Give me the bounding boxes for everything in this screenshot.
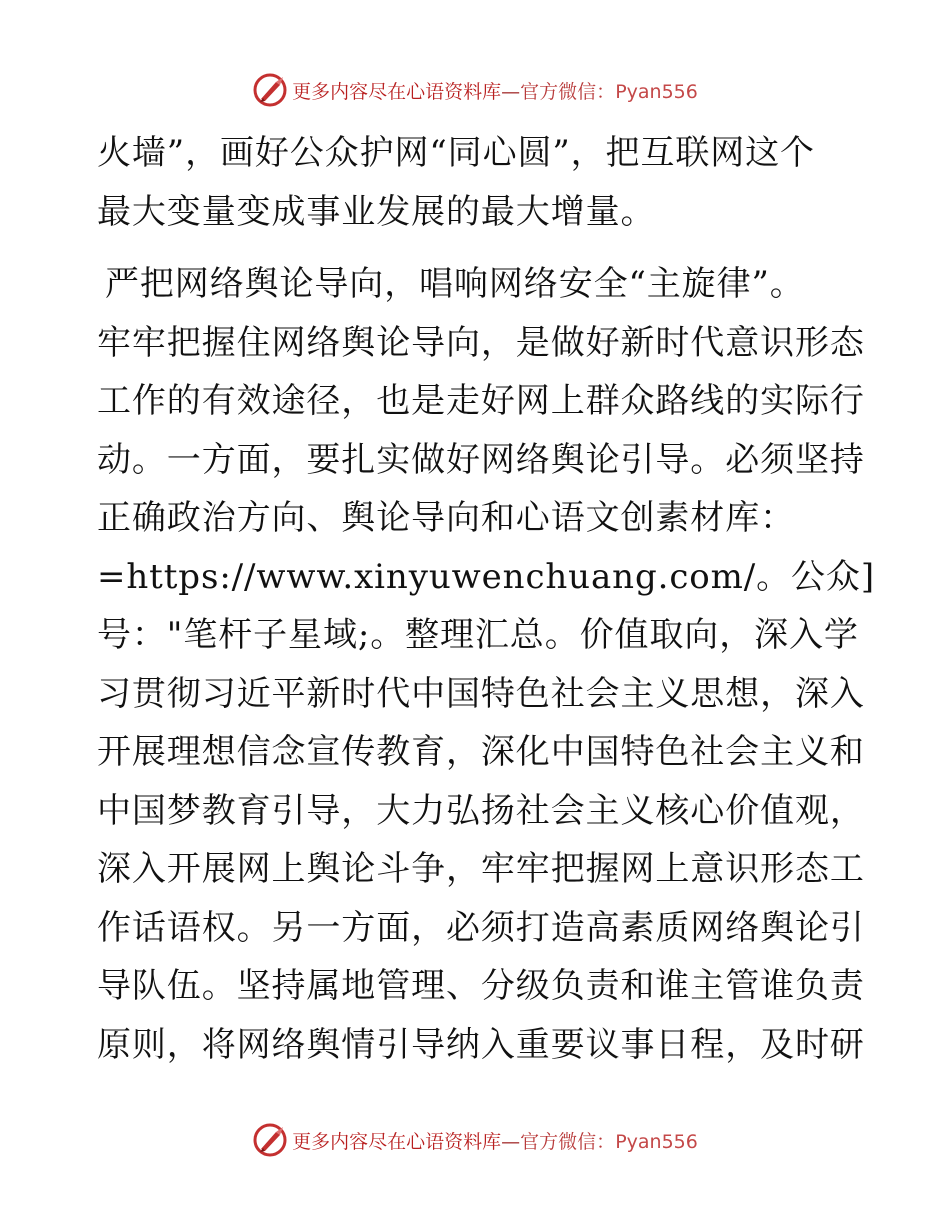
body-line: 号："笔杆子星域;。整理汇总。价值取向，深入学 <box>97 615 859 655</box>
footer-banner-separator: — <box>501 1130 521 1153</box>
body-line: 火墙”，画好公众护网“同心圆”，把互联网这个 <box>97 133 815 173</box>
footer-banner-text <box>292 1127 698 1154</box>
footer-wechat-id: Pyan556 <box>615 1130 698 1153</box>
header-wechat-id: Pyan556 <box>615 80 698 103</box>
body-line: 导队伍。坚持属地管理、分级负责和谁主管谁负责 <box>97 966 865 1006</box>
body-line: 工作的有效途径，也是走好网上群众路线的实际行 <box>97 381 865 421</box>
footer-banner-label: 更多内容尽在心语资料库 <box>292 1130 502 1153</box>
body-line: 开展理想信念宣传教育，深化中国特色社会主义和 <box>97 732 865 772</box>
body-line: 动。一方面，要扎实做好网络舆论引导。必须坚持 <box>97 439 865 480</box>
section-heading: 严把网络舆论导向，唱响网络安全“主旋律”。 <box>105 264 805 304</box>
header-wechat-label: 官方微信： <box>520 80 616 103</box>
document-body <box>97 124 875 1074</box>
header-banner-separator: — <box>501 80 521 103</box>
footer-wechat-label: 官方微信： <box>520 1130 616 1153</box>
body-line: 原则，将网络舆情引导纳入重要议事日程，及时研 <box>97 1024 865 1065</box>
footer-banner <box>0 1120 950 1160</box>
body-line: 正确政治方向、舆论导向和心语文创素材库： <box>97 498 795 538</box>
body-line: 深入开展网上舆论斗争，牢牢把握网上意识形态工 <box>97 849 865 889</box>
header-banner <box>0 70 950 110</box>
header-banner-text <box>292 77 698 104</box>
quill-pen-logo-icon <box>252 72 288 108</box>
body-line: 牢牢把握住网络舆论导向，是做好新时代意识形态 <box>97 322 865 363</box>
body-line: 习贯彻习近平新时代中国特色社会主义思想，深入 <box>97 673 865 714</box>
body-line: 中国梦教育引导，大力弘扬社会主义核心价值观， <box>97 790 865 831</box>
quill-pen-logo-icon <box>252 1122 288 1158</box>
body-line: 最大变量变成事业发展的最大增量。 <box>97 191 656 232</box>
header-banner-label: 更多内容尽在心语资料库 <box>292 80 502 103</box>
body-line-url: =https://www.xinyuwenchuang.com/。公众] <box>97 556 875 597</box>
body-line: 作话语权。另一方面，必须打造高素质网络舆论引 <box>97 907 865 948</box>
